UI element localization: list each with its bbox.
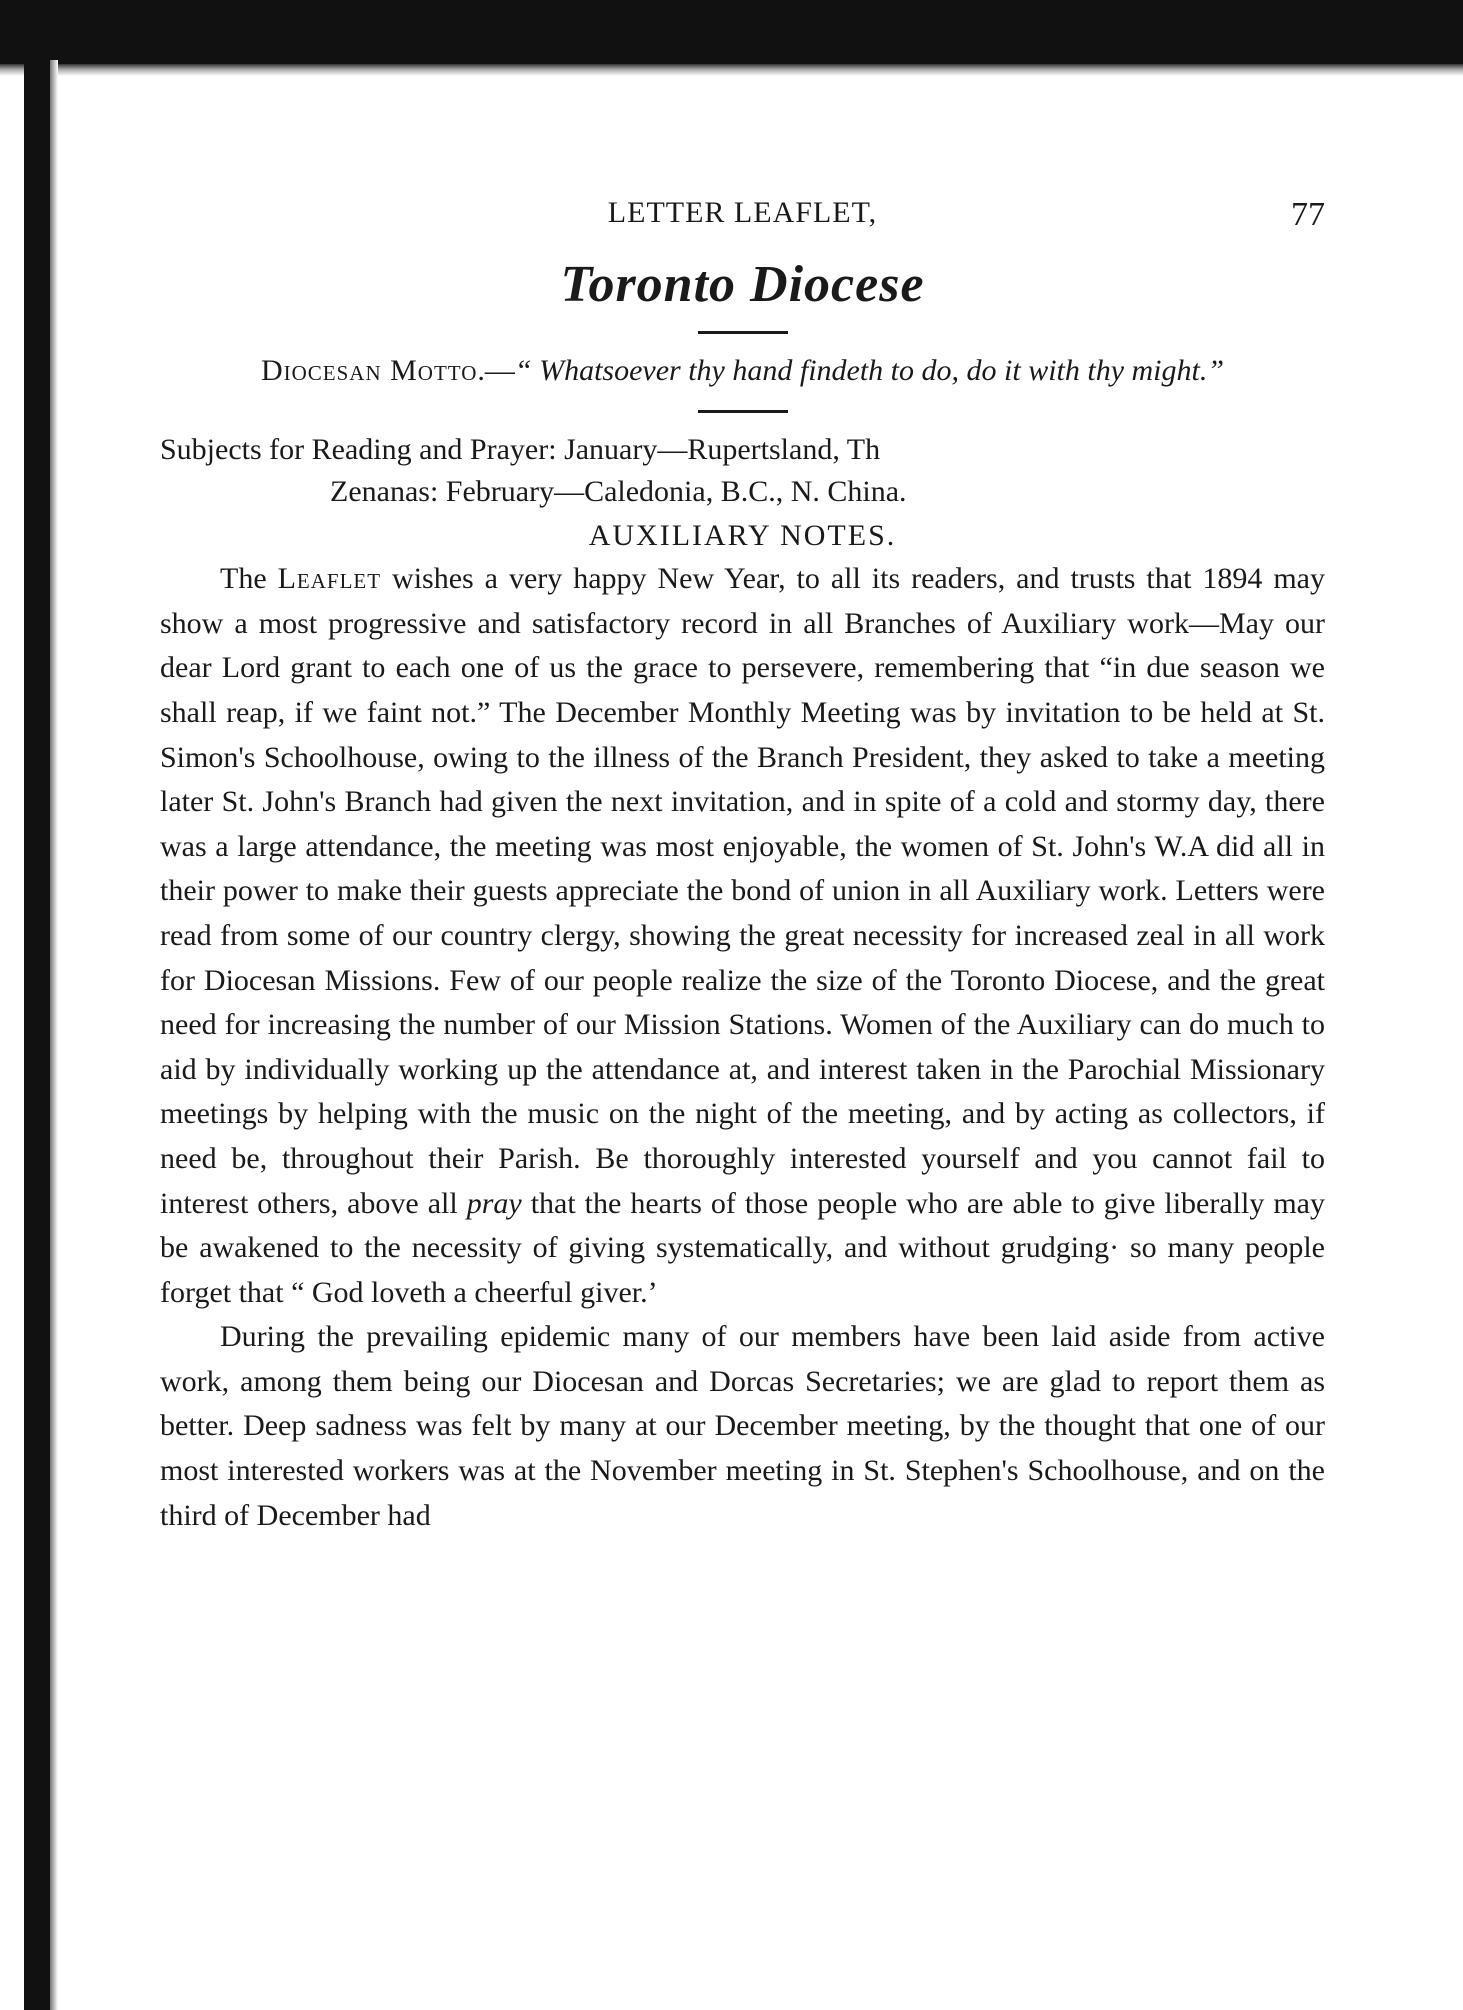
document-page [160,196,1325,1538]
paragraph-1-body: wishes a very happy New Year, to all its readers, and trusts that 1894 may show a most progressive and satisfactory record in all Branches of Auxiliary work—May our dear Lord grant to each one of us the grace to persevere, remembering that “in due season we shall reap, if we faint not.” The December Monthly Meeting was by invitation to be held at St. Simon's Schoolhouse, owing to the illness of the Branch President, they asked to take a meeting later St. John's Branch had given the next invitation, and in spite of a cold and stormy day, there was a large attendance, the meeting was most enjoyable, the women of St. John's W.A did all in their power to make their guests appreciate the bond of union in all Auxiliary work. Letters were read from some of our country clergy, showing the great necessity for increased zeal in all work for Diocesan Missions. Few of our people realize the size of the Toronto Diocese, and the great need for increasing the number of our Mission Stations. Women of the Auxiliary can do much to aid by individually working up the attendance at, and interest taken in the Parochial Missionary meetings by helping with the music on the night of the meeting, and by acting as collectors, if need be, throughout their Parish. Be thoroughly interested yourself and you cannot fail to interest others, above all [160,562,1325,1220]
scan-top-border [0,0,1463,64]
paragraph-1-start: The [220,562,278,596]
subjects-for-prayer [160,429,1325,513]
scan-left-border [24,60,50,2010]
paragraph-1-end: that the hearts of those people who are able to give liberally may be awakened to the necessity of giving systematically, and without grudging· so many people forget that “ God loveth a cheerful giver.’ [160,1186,1325,1309]
subjects-line-2: Zenanas: February—Caledonia, B.C., N. China. [330,475,907,509]
running-head [160,196,1325,252]
page-number: 77 [1291,196,1325,233]
motto-text: “ Whatsoever thy hand findeth to do, do it with thy might.” [514,354,1225,388]
scan-left-border-edge [50,60,58,2010]
subjects-line-1: Subjects for Reading and Prayer: January—Rupertsland, Th [160,433,881,467]
paragraph-2: During the prevailing epidemic many of our members have been laid aside from active work, among them being our Diocesan and Dorcas Secretaries; we are glad to report them as better. Deep sadness was felt by many at our December meeting, by the thought that one of our most interested workers was at the November meeting in St. Stephen's Schoolhouse, and on the third of December had [160,1320,1325,1532]
section-title: AUXILIARY NOTES. [588,519,897,553]
motto-label: Diocesan Motto [260,354,478,388]
scan-top-border-edge [0,64,1463,76]
running-head-title: LETTER LEAFLET, [607,196,878,229]
motto-dash: .— [477,354,515,388]
diocese-heading: Toronto Diocese [560,256,925,313]
diocesan-motto [160,350,1325,392]
paragraph-1 [160,557,1325,1315]
divider-rule [698,331,788,334]
leaflet-word: Leaflet [277,562,382,596]
divider-rule [698,410,788,413]
pray-word: pray [466,1186,522,1220]
